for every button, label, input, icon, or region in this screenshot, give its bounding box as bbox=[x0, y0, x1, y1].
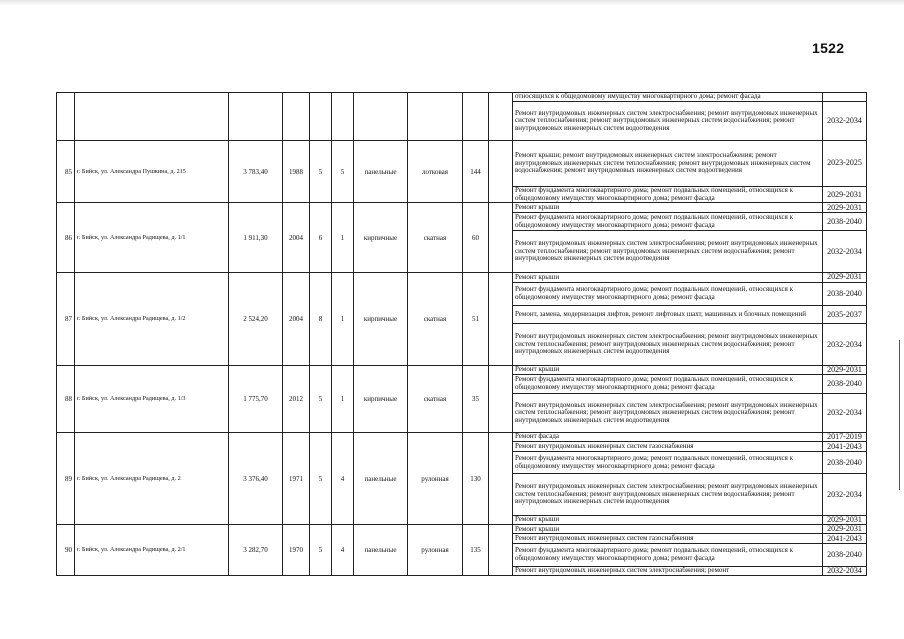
house-year: 1970 bbox=[283, 525, 310, 576]
work-description: Ремонт фундамента многоквартирного дома; ремонт подвальных помещений, относящихся к общедомовому имуществу многоквартирного дома; ремонт фасада bbox=[513, 375, 823, 394]
empty-cell bbox=[332, 93, 354, 141]
work-period: 2029-2031 bbox=[823, 186, 867, 203]
work-description: Ремонт фундамента многоквартирного дома; ремонт подвальных помещений, относящихся к общедомовому имуществу многоквартирного дома; ремонт фасада bbox=[513, 212, 823, 231]
work-description: относящихся к общедомовому имуществу многоквартирного дома; ремонт фасада bbox=[513, 93, 823, 102]
house-entrances: 4 bbox=[332, 433, 354, 525]
table-row bbox=[57, 93, 867, 102]
wall-material: кирпичные bbox=[354, 365, 408, 432]
house-floors: 6 bbox=[310, 203, 332, 272]
house-number: 88 bbox=[57, 365, 75, 432]
work-description: Ремонт внутридомовых инженерных систем электроснабжения; ремонт bbox=[513, 566, 823, 575]
house-floors: 8 bbox=[310, 272, 332, 365]
house-area: 3 376,40 bbox=[229, 433, 283, 525]
housing-repair-table bbox=[56, 92, 867, 576]
work-description: Ремонт фундамента многоквартирного дома; ремонт подвальных помещений, относящихся к общедомовому имуществу многоквартирного дома; ремонт фасада bbox=[513, 543, 823, 566]
work-period: 2038-2040 bbox=[823, 451, 867, 474]
flat-count: 60 bbox=[463, 203, 489, 272]
work-period: 2032-2034 bbox=[823, 566, 867, 575]
work-description: Ремонт крыши bbox=[513, 365, 823, 374]
work-period: 2032-2034 bbox=[823, 393, 867, 432]
empty-cell bbox=[489, 433, 513, 525]
table-row bbox=[57, 272, 867, 282]
house-address: г. Бийск, ул. Александра Радищева, д. 2/1 bbox=[75, 525, 229, 576]
house-number: 85 bbox=[57, 141, 75, 203]
work-period: 2038-2040 bbox=[823, 283, 867, 306]
empty-cell bbox=[489, 272, 513, 365]
scan-top-edge bbox=[0, 0, 904, 6]
house-entrances: 5 bbox=[332, 141, 354, 203]
empty-cell bbox=[489, 141, 513, 203]
empty-cell bbox=[489, 203, 513, 272]
work-description: Ремонт крыши bbox=[513, 525, 823, 534]
empty-cell bbox=[283, 93, 310, 141]
house-area: 3 783,40 bbox=[229, 141, 283, 203]
work-period: 2029-2031 bbox=[823, 365, 867, 374]
flat-count: 35 bbox=[463, 365, 489, 432]
work-period: 2029-2031 bbox=[823, 525, 867, 534]
house-entrances: 1 bbox=[332, 365, 354, 432]
flat-count: 51 bbox=[463, 272, 489, 365]
house-number: 86 bbox=[57, 203, 75, 272]
work-period: 2032-2034 bbox=[823, 474, 867, 515]
house-floors: 5 bbox=[310, 525, 332, 576]
work-period: 2035-2037 bbox=[823, 305, 867, 324]
house-year: 1971 bbox=[283, 433, 310, 525]
house-entrances: 1 bbox=[332, 203, 354, 272]
empty-cell bbox=[75, 93, 229, 141]
house-area: 1 775,70 bbox=[229, 365, 283, 432]
house-year: 2012 bbox=[283, 365, 310, 432]
work-period: 2038-2040 bbox=[823, 543, 867, 566]
empty-cell bbox=[489, 365, 513, 432]
empty-cell bbox=[354, 93, 408, 141]
work-period: 2041-2043 bbox=[823, 442, 867, 451]
house-address: г. Бийск, ул. Александра Пушкина, д. 215 bbox=[75, 141, 229, 203]
work-period: 2041-2043 bbox=[823, 534, 867, 543]
work-period: 2017-2019 bbox=[823, 433, 867, 442]
wall-material: кирпичные bbox=[354, 272, 408, 365]
empty-cell bbox=[310, 93, 332, 141]
empty-cell bbox=[57, 93, 75, 141]
house-area: 3 282,70 bbox=[229, 525, 283, 576]
house-year: 2004 bbox=[283, 203, 310, 272]
work-description: Ремонт фундамента многоквартирного дома; ремонт подвальных помещений, относящихся к общедомовому имуществу многоквартирного дома; ремонт фасада bbox=[513, 186, 823, 203]
table-row bbox=[57, 203, 867, 212]
house-number: 87 bbox=[57, 272, 75, 365]
house-address: г. Бийск, ул. Александра Радищева, д. 1/1 bbox=[75, 203, 229, 272]
scan-edge-mark bbox=[899, 340, 900, 490]
roof-type: скатная bbox=[408, 365, 463, 432]
work-description: Ремонт внутридомовых инженерных систем электроснабжения; ремонт внутридомовых инженерных систем теплоснабжения; ремонт внутридомовых инженерных систем водоснабжения; ремонт внутридомовых инженерных систем водоотведения bbox=[513, 324, 823, 365]
empty-cell bbox=[408, 93, 463, 141]
roof-type: скатная bbox=[408, 272, 463, 365]
work-description: Ремонт крыши; ремонт внутридомовых инженерных систем электроснабжения; ремонт внутридомовых инженерных систем теплоснабжения; ремонт внутридомовых инженерных систем водоснабжения; ремонт внутридомовых инженерных систем водоотведения bbox=[513, 141, 823, 187]
table-row bbox=[57, 141, 867, 187]
work-description: Ремонт внутридомовых инженерных систем электроснабжения; ремонт внутридомовых инженерных систем теплоснабжения; ремонт внутридомовых инженерных систем водоснабжения; ремонт внутридомовых инженерных систем водоотведения bbox=[513, 474, 823, 515]
table-row bbox=[57, 525, 867, 534]
flat-count: 130 bbox=[463, 433, 489, 525]
work-description: Ремонт внутридомовых инженерных систем электроснабжения; ремонт внутридомовых инженерных систем теплоснабжения; ремонт внутридомовых инженерных систем водоснабжения; ремонт внутридомовых инженерных систем водоотведения bbox=[513, 231, 823, 272]
wall-material: панельные bbox=[354, 525, 408, 576]
house-floors: 5 bbox=[310, 433, 332, 525]
house-address: г. Бийск, ул. Александра Радищева, д. 1/3 bbox=[75, 365, 229, 432]
house-address: г. Бийск, ул. Александра Радищева, д. 1/2 bbox=[75, 272, 229, 365]
house-address: г. Бийск, ул. Александра Радищева, д. 2 bbox=[75, 433, 229, 525]
work-description: Ремонт крыши bbox=[513, 203, 823, 212]
work-period: 2023-2025 bbox=[823, 141, 867, 187]
table-row bbox=[57, 433, 867, 442]
work-description: Ремонт фасада bbox=[513, 433, 823, 442]
roof-type: рулонная bbox=[408, 525, 463, 576]
work-period: 2038-2040 bbox=[823, 212, 867, 231]
wall-material: панельные bbox=[354, 433, 408, 525]
house-year: 2004 bbox=[283, 272, 310, 365]
wall-material: панельные bbox=[354, 141, 408, 203]
work-period: 2038-2040 bbox=[823, 375, 867, 394]
work-period: 2032-2034 bbox=[823, 324, 867, 365]
house-entrances: 1 bbox=[332, 272, 354, 365]
house-entrances: 4 bbox=[332, 525, 354, 576]
work-description: Ремонт фундамента многоквартирного дома; ремонт подвальных помещений, относящихся к общедомовому имуществу многоквартирного дома; ремонт фасада bbox=[513, 283, 823, 306]
roof-type: скатная bbox=[408, 203, 463, 272]
empty-cell bbox=[489, 93, 513, 141]
work-description: Ремонт внутридомовых инженерных систем газоснабжения bbox=[513, 442, 823, 451]
house-area: 2 524,20 bbox=[229, 272, 283, 365]
house-floors: 5 bbox=[310, 365, 332, 432]
empty-cell bbox=[229, 93, 283, 141]
flat-count: 135 bbox=[463, 525, 489, 576]
flat-count: 144 bbox=[463, 141, 489, 203]
empty-cell bbox=[463, 93, 489, 141]
roof-type: рулонная bbox=[408, 433, 463, 525]
house-area: 1 911,30 bbox=[229, 203, 283, 272]
work-description: Ремонт крыши bbox=[513, 272, 823, 282]
page-number: 1522 bbox=[812, 40, 845, 56]
roof-type: лотковая bbox=[408, 141, 463, 203]
table-row bbox=[57, 365, 867, 374]
house-year: 1988 bbox=[283, 141, 310, 203]
house-floors: 5 bbox=[310, 141, 332, 203]
work-period: 2032-2034 bbox=[823, 231, 867, 272]
house-number: 89 bbox=[57, 433, 75, 525]
work-period bbox=[823, 93, 867, 102]
work-description: Ремонт внутридомовых инженерных систем газоснабжения bbox=[513, 534, 823, 543]
work-description: Ремонт, замена, модернизация лифтов, ремонт лифтовых шахт, машинных и блочных помещений bbox=[513, 305, 823, 324]
work-description: Ремонт фундамента многоквартирного дома; ремонт подвальных помещений, относящихся к общедомовому имуществу многоквартирного дома; ремонт фасада bbox=[513, 451, 823, 474]
table-body bbox=[57, 93, 867, 576]
work-description: Ремонт внутридомовых инженерных систем электроснабжения; ремонт внутридомовых инженерных систем теплоснабжения; ремонт внутридомовых инженерных систем водоснабжения; ремонт внутридомовых инженерных систем водоотведения bbox=[513, 393, 823, 432]
work-period: 2029-2031 bbox=[823, 203, 867, 212]
work-description: Ремонт внутридомовых инженерных систем электроснабжения; ремонт внутридомовых инженерных систем теплоснабжения; ремонт внутридомовых инженерных систем водоснабжения; ремонт внутридомовых инженерных систем водоотведения bbox=[513, 101, 823, 140]
work-description: Ремонт крыши bbox=[513, 515, 823, 524]
work-period: 2029-2031 bbox=[823, 515, 867, 524]
work-period: 2029-2031 bbox=[823, 272, 867, 282]
empty-cell bbox=[489, 525, 513, 576]
house-number: 90 bbox=[57, 525, 75, 576]
work-period: 2032-2034 bbox=[823, 101, 867, 140]
wall-material: кирпичные bbox=[354, 203, 408, 272]
